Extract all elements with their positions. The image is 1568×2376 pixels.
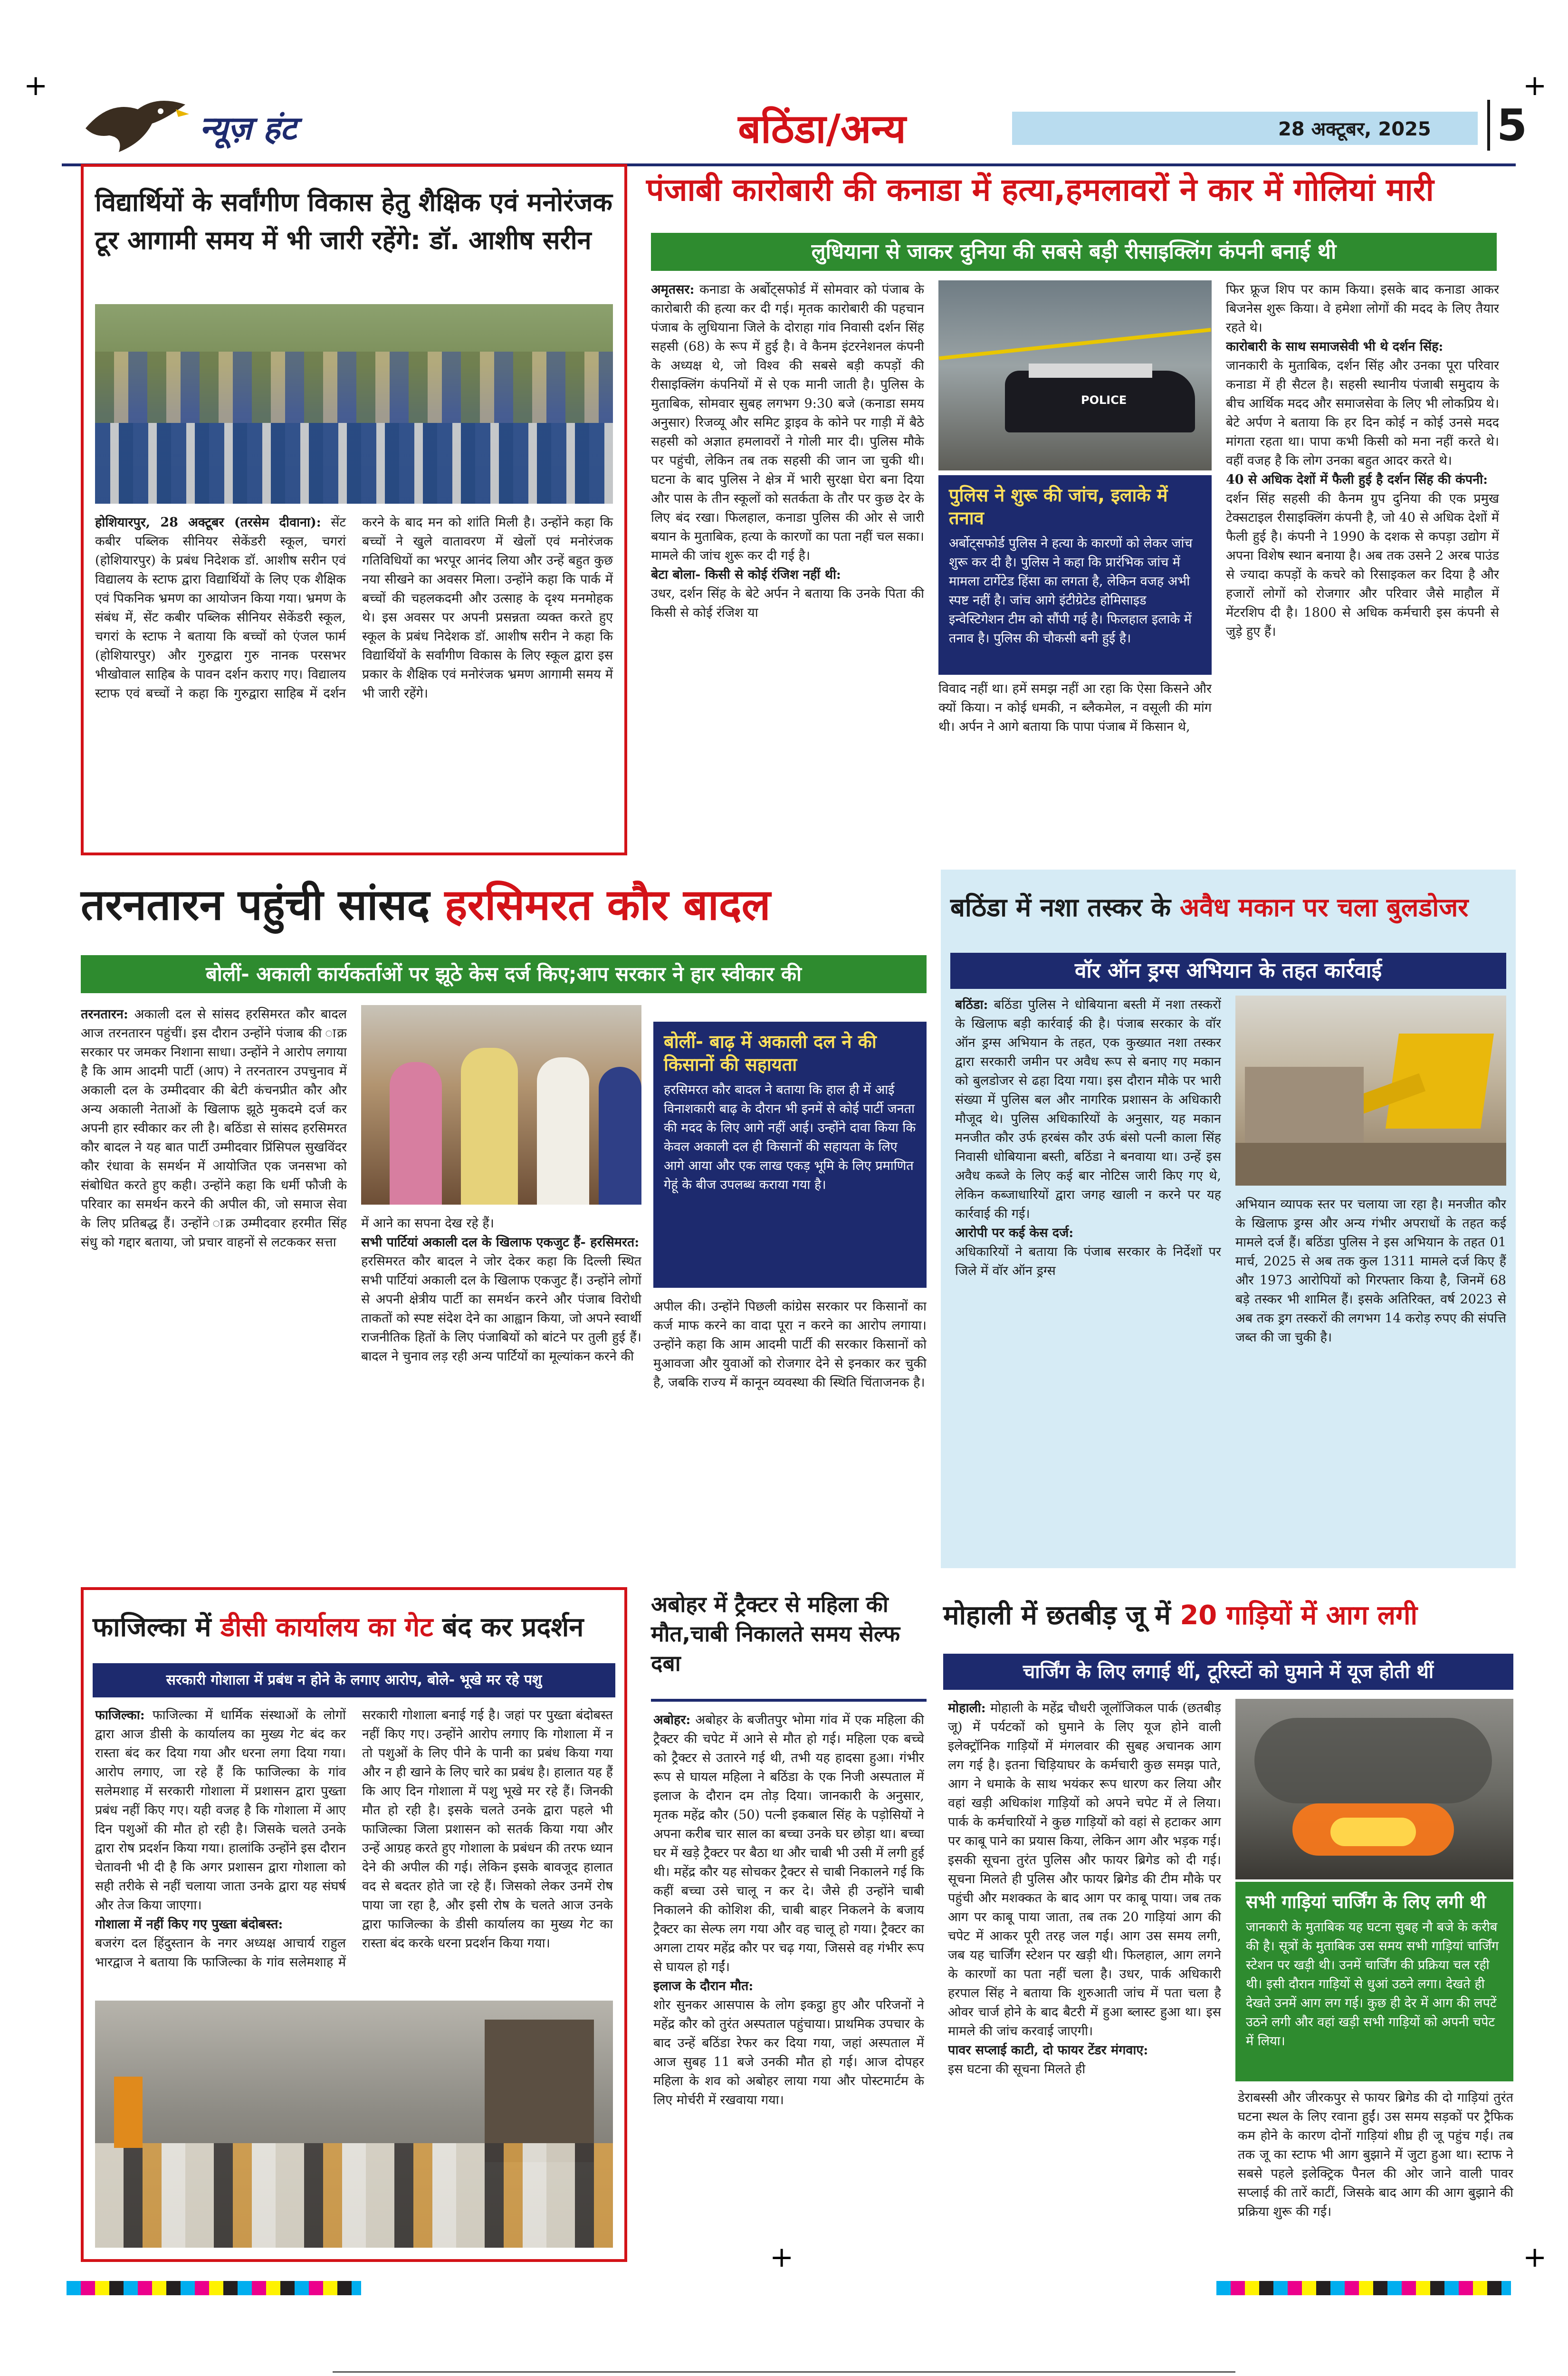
canada-murder-headline: पंजाबी कारोबारी की कनाडा में हत्या,हमलावरों ने कार में गोलियां मारी <box>646 172 1434 208</box>
harsimrat-subhead: बोलीं- अकाली कार्यकर्ताओं पर झूठे केस दर्ज किए;आप सरकार ने हार स्वीकार की <box>81 955 927 993</box>
canada-murder-col3: फिर फ्रूज शिप पर काम किया। इसके बाद कनाडा आकर बिजनेस शुरू किया। वे हमेशा लोगों की मदद के लिए तैयार रहते थे। कारोबारी के साथ समाजसेवी भी थे दर्शन सिंह: जानकारी के मुताबिक, दर्शन सिंह और उनका पूरा परिवार कनाडा में ही सैटल है। सहसी स्थानीय पंजाबी समुदाय के बीच आर्थिक मदद और समाजसेवा के लिए भी लोकप्रिय थे। बेटे अर्पण ने बताया कि हर दिन कोई न कोई उनसे मदद मांगता रहता था। पापा कभी किसी को मना नहीं करते थे। वहीं वजह है कि लोग उनका बहुत आदर करते थे। 40 से अधिक देशों में फैली हुई है दर्शन सिंह की कंपनी: दर्शन सिंह सहसी की कैनम ग्रुप दुनिया की एक प्रमुख टेक्सटाइल रीसाइक्लिंग कंपनी है, जो 40 से अधिक देशों में फैली हुई है। कंपनी ने 1990 के दशक से कपड़ा उद्योग में अपना विशेष स्थान बनाया है। अब तक उसने 2 अरब पाउंड से ज्यादा कपड़ों के कचरे को रिसाइकल कर दिया है और हजारों लोगों को रोजगार और परिवार जैसे माहौल में मेंटरशिप दी है। 1800 से अधिक कर्मचारी इस कंपनी से जुड़े हुए हैं। <box>1226 282 1499 639</box>
mohali-col1: मोहाली: मोहाली के महेंद्र चौधरी जूलॉजिकल पार्क (छतबीड़ जू) में पर्यटकों को घुमाने के लिए यूज होने वाली इलेक्ट्रॉनिक गाड़ियों में मंगलवार की सुबह अचानक आग लग गई है। इतना चिड़ियाघर के कर्मचारी कुछ समझ पाते, आग ने धमाके के साथ भयंकर रूप धारण कर लिया और वहां खड़ी अधिकांश गाड़ियों को अपने चपेट में ले लिया। पार्क के कर्मचारियों ने कुछ गाड़ियों को वहां से हटाकर आग पर काबू पाने का प्रयास किया, लेकिन आग और भड़क गई। इसकी सूचना तुरंत पुलिस और फायर ब्रिगेड को दी गई। सूचना मिलते ही पुलिस और फायर ब्रिगेड की टीम मौके पर पहुंची और मशक्कत के बाद आग पर काबू पाया। जब तक आग पर काबू पाया जाता, तब तक 20 गाड़ियां आग की चपेट में आकर पूरी तरह जल गई। आग उस समय लगी, जब यह चार्जिंग स्टेशन पर खड़ी थी। फिलहाल, आग लगने के कारणों का पता नहीं चला है। उधर, पार्क अधिकारी हरपाल सिंह ने बताया कि शुरुआती जांच में पता चला है ओवर चार्ज होने के बाद बैटरी में हुआ ब्लास्ट हुआ था। इस मामले की जांच करवाई जाएगी। पावर सप्लाई काटी, दो फायर टेंडर मंगवाए: इस घटना की सूचना मिलते ही <box>948 1701 1221 2077</box>
mohali-fire-photo <box>1235 1699 1513 1879</box>
canada-crime-scene-photo <box>938 280 1212 470</box>
registration-mark-bottom-left: + <box>770 2241 794 2274</box>
color-calibration-bar <box>67 2281 361 2295</box>
school-tour-headline-1: विद्यार्थियों के सर्वांगीण विकास हेतु शैक्षिक एवं मनोरंजक <box>95 187 612 217</box>
canada-murder-col2b: विवाद नहीं था। हमें समझ नहीं आ रहा कि ऐसा किसने और क्यों किया। न कोई धमकी, न ब्लैकमेल, न वसूली की मांग थी। अर्पन ने आगे बताया कि पापा पंजाब में किसान थे, <box>938 681 1212 734</box>
harsimrat-rally-photo <box>361 1005 641 1205</box>
brand-name: न्यूज़ हंट <box>200 110 297 147</box>
bulldozer-headline: बठिंडा में नशा तस्कर के अवैध मकान पर चला बुलडोजर <box>950 892 1469 922</box>
canada-police-callout: पुलिस ने शुरू की जांच, इलाके में तनाव अर्बोट्सफोर्ड पुलिस ने हत्या के कारणों को लेकर जांच शुरू कर दी है। पुलिस ने कहा कि प्रारंभिक जांच में मामला टार्गेटेड हिंसा का लगता है, लेकिन वजह अभी स्पष्ट नहीं है। जांच आगे इंटीग्रेटेड होमिसाइड इन्वेस्टिगेशन टीम को सौंपी गई है। फिलहाल इलाके में तनाव है। पुलिस की चौकसी बनी हुई है। <box>938 475 1212 675</box>
school-tour-body: होशियारपुर, 28 अक्टूबर (तरसेम दीवाना): सेंट कबीर पब्लिक सीनियर सेकेंडरी स्कूल, चगरां (होशियारपुर) के प्रबंध निदेशक डॉ. आशीष सरीन एवं विद्यालय के स्टाफ द्वारा विद्यार्थियों के लिए एक शैक्षिक एवं पिकनिक भ्रमण का आयोजन किया गया। भ्रमण के संबंध में, सेंट कबीर पब्लिक सीनियर सेकेंडरी स्कूल, चगरां के स्टाफ ने बताया कि बच्चों को एंजल फार्म (होशियारपुर) और गुरुद्वारा गुरु नानक परसभर भीखोवाल साहिब के पावन दर्शन कराए गए। विद्यालय स्टाफ एवं बच्चों ने कहा कि गुरुद्वारा साहिब में दर्शन करने के बाद मन को शांति मिली है। उन्होंने कहा कि बच्चों ने खुले वातावरण में खेलों एवं मनोरंजक गतिविधियों का भरपूर आनंद लिया और उन्हें बहुत कुछ नया सीखने का अवसर मिला। उन्होंने कहा कि पार्क में बच्चों की चहलकदमी और उत्साह के दृश्य मनमोहक थे। इस अवसर पर अपनी प्रसन्नता व्यक्त करते हुए स्कूल के प्रबंध निदेशक डॉ. आशीष सरीन ने कहा कि विद्यार्थियों के सर्वांगीण विकास के लिए स्कूल द्वारा इस प्रकार के शैक्षिक एवं मनोरंजक भ्रमण आगामी समय में भी जारी रहेंगे। <box>95 515 613 701</box>
fazilka-protest-photo <box>95 2001 613 2248</box>
abohar-rule <box>651 1699 927 1702</box>
harsimrat-col1: तरनतारन: अकाली दल से सांसद हरसिमरत कौर बादल आज तरनतारन पहुंचीं। इस दौरान उन्होंने पंजाब की ाक्र सरकार पर जमकर निशाना साधा। उन्होंने ने आरोप लगाया है कि आम आदमी पार्टी (आप) ने तरनतारन उपचुनाव में अकाली दल के उम्मीदवार की बेटी कंचनप्रीत कौर और अन्य अकाली नेताओं के खिलाफ झूठे मुकदमे दर्ज कर अपनी हार स्वीकार कर ली है। बठिंडा से सांसद हरसिमरत कौर बादल ने यह बात पार्टी उम्मीदवार प्रिंसिपल सुखविंदर कौर रंधावा के समर्थन में आयोजित एक जनसभा को संबोधित करते हुए कही। उन्होंने कहा कि धर्मी फौजी के परिवार का समर्थन करने की अपील की, जो समाज सेवा के लिए प्रतिबद्ध हैं। उन्होंने ाक्र उम्मीदवार हरमीत सिंह संधु को गद्दार बताया, जो प्रचार वाहनों से लटककर सत्ता <box>81 1007 347 1250</box>
mohali-headline: मोहाली में छतबीड़ जू में 20 गाड़ियों में आग लगी <box>943 1600 1417 1631</box>
harsimrat-col2: में आने का सपना देख रहे हैं। सभी पार्टियां अकाली दल के खिलाफ एकजुट हैं- हरसिमरत: हरसिमरत कौर बादल ने जोर देकर कहा कि दिल्ली स्थित सभी पार्टियां अकाली दल के खिलाफ एकजुट हैं। उन्होंने लोगों से अपनी क्षेत्रीय पार्टी का समर्थन करने और पंजाब विरोधी ताकतों को स्पष्ट संदेश देने का आह्वान किया, जो अपने स्वार्थी राजनीतिक हितों के लिए पंजाबियों को बांटने पर तुली हुई हैं। बादल ने चुनाव लड़ रही अन्य पार्टियों का मूल्यांकन करने की <box>361 1216 641 1364</box>
footer-rule <box>333 2371 1235 2373</box>
bulldozer-col1: बठिंडा: बठिंडा पुलिस ने धोबियाना बस्ती में नशा तस्करों के खिलाफ बड़ी कार्रवाई की है। पंजाब सरकार के वॉर ऑन ड्रग्स अभियान के तहत, एक कुख्यात नशा तस्कर द्वारा सरकारी जमीन पर अवैध रूप से बनाए गए मकान को बुलडोजर से ढहा दिया गया। इस दौरान मौके पर भारी संख्या में पुलिस बल और नागरिक प्रशासन के अधिकारी मौजूद थे। पुलिस अधिकारियों के अनुसार, यह मकान मनजीत कौर उर्फ हरबंस कौर उर्फ बंसो पत्नी काला सिंह निवासी धोबियाना बस्ती, बठिंडा ने बनवाया था। उन्हें इस अवैध कब्जे के लिए कई बार नोटिस जारी किए गए थे, लेकिन कब्जाधारियों द्वारा जगह खाली न करने पर यह कार्रवाई की गई। आरोपी पर कई केस दर्ज: अधिकारियों ने बताया कि पंजाब सरकार के निर्देशों पर जिले में वॉर ऑन ड्रग्स <box>955 997 1221 1278</box>
bulldozer-demolition-photo <box>1235 996 1506 1186</box>
page-number: 5 <box>1487 100 1520 151</box>
eagle-logo-icon <box>81 90 190 162</box>
harsimrat-col3: अपील की। उन्होंने पिछली कांग्रेस सरकार पर किसानों का कर्ज माफ करने का वादा पूरा न करने का आरोप लगाया। उन्होंने कहा कि आम आदमी पार्टी की सरकार किसानों को मुआवजा और युवाओं को रोजगार देने से इनकार कर चुकी है, जबकि राज्य में कानून व्यवस्था की स्थिति चिंताजनक है। <box>653 1299 927 1390</box>
mohali-callout <box>1235 1882 1513 2081</box>
fazilka-body: फाजिल्का: फाजिल्का में धार्मिक संस्थाओं के लोगों द्वारा आज डीसी के कार्यालय का मुख्य गेट बंद कर रास्ता बंद कर दिया गया और धरना लगा दिया गया। आरोप लगाए, जा रहे हैं कि फाजिल्का के गांव सलेमशाह में सरकारी गोशाला में प्रशासन द्वारा पुख्ता प्रबंध नहीं किए गए। यही वजह है कि गोशाला में आए दिन पशुओं की मौत हो रही है। जिसके चलते उनके द्वारा रोष प्रदर्शन किया गया। हालांकि उन्होंने इस दौरान चेतावनी भी दी है कि अगर प्रशासन द्वारा गोशाला को सही तरीके से नहीं चलाया जाता उनके द्वारा यह संघर्ष और तेज किया जाएगा। गोशाला में नहीं किए गए पुख्ता बंदोबस्त: बजरंग दल हिंदुस्तान के नगर अध्यक्ष आचार्य राहुल भारद्वाज ने बताया कि फाजिल्का के गांव सलेमशाह में सरकारी गोशाला बनाई गई है। जहां पर पुख्ता बंदोबस्त नहीं किए गए। उन्होंने आरोप लगाए कि गोशाला में न तो पशुओं के लिए पीने के पानी का प्रबंध किया गया और न ही खाने के लिए चारे का प्रबंध है। हालात यह हैं कि आए दिन गोशाला में पशु भूखे मर रहे हैं। जिनकी मौत हो रही है। इसके चलते उनके द्वारा पहले भी फाजिल्का जिला प्रशासन को सतर्क किया गया और उन्हें आग्रह करते हुए गोशाला के प्रबंधन की तरफ ध्यान देने की अपील की गई। लेकिन इसके बावजूद हालात वद से बदतर होते जा रहे हैं। जिसको लेकर उनमें रोष पाया जा रहा है, और इसी रोष के चलते आज उनके द्वारा फाजिल्का के डीसी कार्यालय का मुख्य गेट का रास्ता बंद करके धरना प्रदर्शन किया गया। <box>95 1708 613 1970</box>
fazilka-headline: फाजिल्का में डीसी कार्यालय का गेट बंद कर प्रदर्शन <box>93 1612 584 1643</box>
bulldozer-subhead: वॉर ऑन ड्रग्स अभियान के तहत कार्रवाई <box>950 953 1506 989</box>
mohali-subhead: चार्जिंग के लिए लगाई थीं, टूरिस्टों को घुमाने में यूज होती थीं <box>943 1654 1513 1690</box>
mohali-callout-body: जानकारी के मुताबिक यह घटना सुबह नौ बजे के करीब की है। सूत्रों के मुताबिक उस समय सभी गाड़ियां चार्जिंग स्टेशन पर खड़ी थी। उनमें चार्जिंग की प्रक्रिया चल रही थी। इसी दौरान गाड़ियों से धुआं उठने लगा। देखते ही देखते उनमें आग लग गई। कुछ ही देर में आग की लपटें उठने लगी और वहां खड़ी सभी गाड़ियों को अपनी चपेट में लिया। <box>1246 1920 1499 2049</box>
harsimrat-headline: तरनतारन पहुंची सांसद हरसिमरत कौर बादल <box>81 880 771 930</box>
registration-mark-top-right: + <box>1523 69 1547 102</box>
mohali-col2: डेराबस्सी और जीरकपुर से फायर ब्रिगेड की दो गाड़ियां तुरंत घटना स्थल के लिए रवाना हुईं। उस समय सड़कों पर ट्रैफिक कम होने के कारण दोनों गाड़ियां शीघ्र ही जू पहुंच गई। तब तक जू का स्टाफ भी आग बुझाने में जुटा हुआ था। स्टाफ ने सबसे पहले इलेक्ट्रिक पैनल की ओर जाने वाली पावर सप्लाई की तारें काटीं, जिसके बाद आग की आग बुझाने की प्रक्रिया शुरू की गई। <box>1238 2090 1513 2219</box>
registration-mark-top-left: + <box>24 69 48 102</box>
abohar-headline: अबोहर में ट्रैक्टर से महिला की मौत,चाबी निकालते समय सेल्फ दबा <box>651 1591 900 1676</box>
police-car-text: POLICE <box>1081 393 1127 407</box>
color-calibration-bar-right <box>1216 2281 1511 2295</box>
registration-mark-bottom-right: + <box>1523 2241 1547 2274</box>
section-name: बठिंडा/अन्य <box>738 105 906 152</box>
masthead <box>62 86 1528 166</box>
abohar-body: अबोहर: अबोहर के बजीतपुर भोमा गांव में एक महिला की ट्रैक्टर की चपेट में आने से मौत हो गई। महिला एक बच्चे को ट्रैक्टर से उतारने गई थी, तभी यह हादसा हुआ। गंभीर रूप से घायल महिला ने बठिंडा के एक निजी अस्पताल में इलाज के दौरान दम तोड़ दिया। जानकारी के अनुसार, मृतक महेंद्र कौर (50) पत्नी इकबाल सिंह के पड़ोसियों ने अपना करीब चार साल का बच्चा उनके घर छोड़ा था। बच्चा घर में खड़े ट्रैक्टर पर बैठा था और चाबी भी उसी में लगी हुई थी। महेंद्र कौर यह सोचकर ट्रैक्टर से चाबी निकालने गई कि कहीं बच्चा उसे चालू न कर दे। जैसे ही उन्होंने चाबी निकालने की कोशिश की, चाबी बाहर निकलने के बजाय ट्रैक्टर का सेल्फ लग गया और वह चालू हो गया। ट्रैक्टर का अगला टायर महेंद्र कौर पर चढ़ गया, जिससे वह गंभीर रूप से घायल हो गईं। इलाज के दौरान मौत: शोर सुनकर आसपास के लोग इकट्ठा हुए और परिजनों ने महेंद्र कौर को तुरंत अस्पताल पहुंचाया। प्राथमिक उपचार के बाद उन्हें बठिंडा रेफर कर दिया गया, जहां अस्पताल में आज सुबह 11 बजे उनकी मौत हो गई। आज दोपहर महिला के शव को अबोहर लाया गया और पोस्टमार्टम के लिए मोर्चरी में रखवाया गया। <box>653 1713 924 2108</box>
canada-murder-col1: अमृतसर: कनाडा के अर्बोट्सफोर्ड में सोमवार को पंजाब के कारोबारी की हत्या कर दी गई। मृतक कारोबारी की पहचान पंजाब के लुधियाना जिले के दोराहा गांव निवासी दर्शन सिंह सहसी (68) के रूप में हुई है। वे कैनम इंटरनेशनल कंपनी के अध्यक्ष थे, जो विश्व की सबसे बड़ी कपड़ों की रीसाइक्लिंग कंपनियों में से एक मानी जाती है। पुलिस के मुताबिक, सोमवार सुबह लगभग 9:30 बजे (कनाडा समय अनुसार) रिजव्यू और समिट ड्राइव के कोने पर गाड़ी में बैठे सहसी को अज्ञात हमलावरों ने गोली मार दी। पुलिस मौके पर पहुंची, लेकिन तब तक सहसी की जान जा चुकी थी। घटना के बाद पुलिस ने क्षेत्र में भारी सुरक्षा घेरा बना दिया और पास के तीन स्कूलों को सतर्कता के तौर पर कुछ देर के लिए बंद रखा। फिलहाल, कनाडा पुलिस की ओर से जारी बयान के मुताबिक, हत्या के कारणों का पता नहीं चल सका। मामले की जांच शुरू कर दी गई है। बेटा बोला- किसी से कोई रंजिश नहीं थी: उधर, दर्शन सिंह के बेटे अर्पन ने बताया कि उनके पिता की किसी से कोई रंजिश या <box>651 282 924 620</box>
fazilka-subhead: सरकारी गोशाला में प्रबंध न होने के लगाए आरोप, बोले- भूखे मर रहे पशु <box>93 1663 615 1697</box>
canada-murder-subhead: लुधियाना से जाकर दुनिया की सबसे बड़ी रीसाइक्लिंग कंपनी बनाई थी <box>651 233 1497 271</box>
issue-date: 28 अक्टूबर, 2025 <box>1278 118 1431 140</box>
school-tour-headline-2-text: टूर आगामी समय में भी जारी रहेंगे: डॉ. आशीष सरीन <box>95 225 592 255</box>
mohali-callout-title: सभी गाड़ियां चार्जिंग के लिए लगी थी <box>1246 1891 1486 1912</box>
school-students-photo <box>95 304 613 504</box>
bulldozer-col2: अभियान व्यापक स्तर पर चलाया जा रहा है। मनजीत कौर के खिलाफ ड्रग्स और अन्य गंभीर अपराधों के तहत कई मामले दर्ज हैं। बठिंडा पुलिस ने इस अभियान के तहत 01 मार्च, 2025 से अब तक कुल 1311 मामले दर्ज किए हैं और 1973 आरोपियों को गिरफ्तार किया है, जिनमें 68 बड़े तस्कर भी शामिल हैं। इसके अतिरिक्त, वर्ष 2023 से अब तक ड्रग तस्करों की लगभग 14 करोड़ रुपए की संपत्ति जब्त की जा चुकी है। <box>1235 1197 1506 1345</box>
harsimrat-flood-callout: बोलीं- बाढ़ में अकाली दल ने की किसानों की सहायता हरसिमरत कौर बादल ने बताया कि हाल ही में आई विनाशकारी बाढ़ के दौरान भी इनमें से कोई पार्टी जनता की मदद के लिए आगे नहीं आई। उन्होंने दावा किया कि केवल अकाली दल ही किसानों की सहायता के लिए आगे आया और एक लाख एकड़ भूमि के लिए प्रमाणित गेहूं के बीज उपलब्ध कराया गया है। <box>653 1022 927 1288</box>
school-tour-headline-2 <box>95 223 613 258</box>
